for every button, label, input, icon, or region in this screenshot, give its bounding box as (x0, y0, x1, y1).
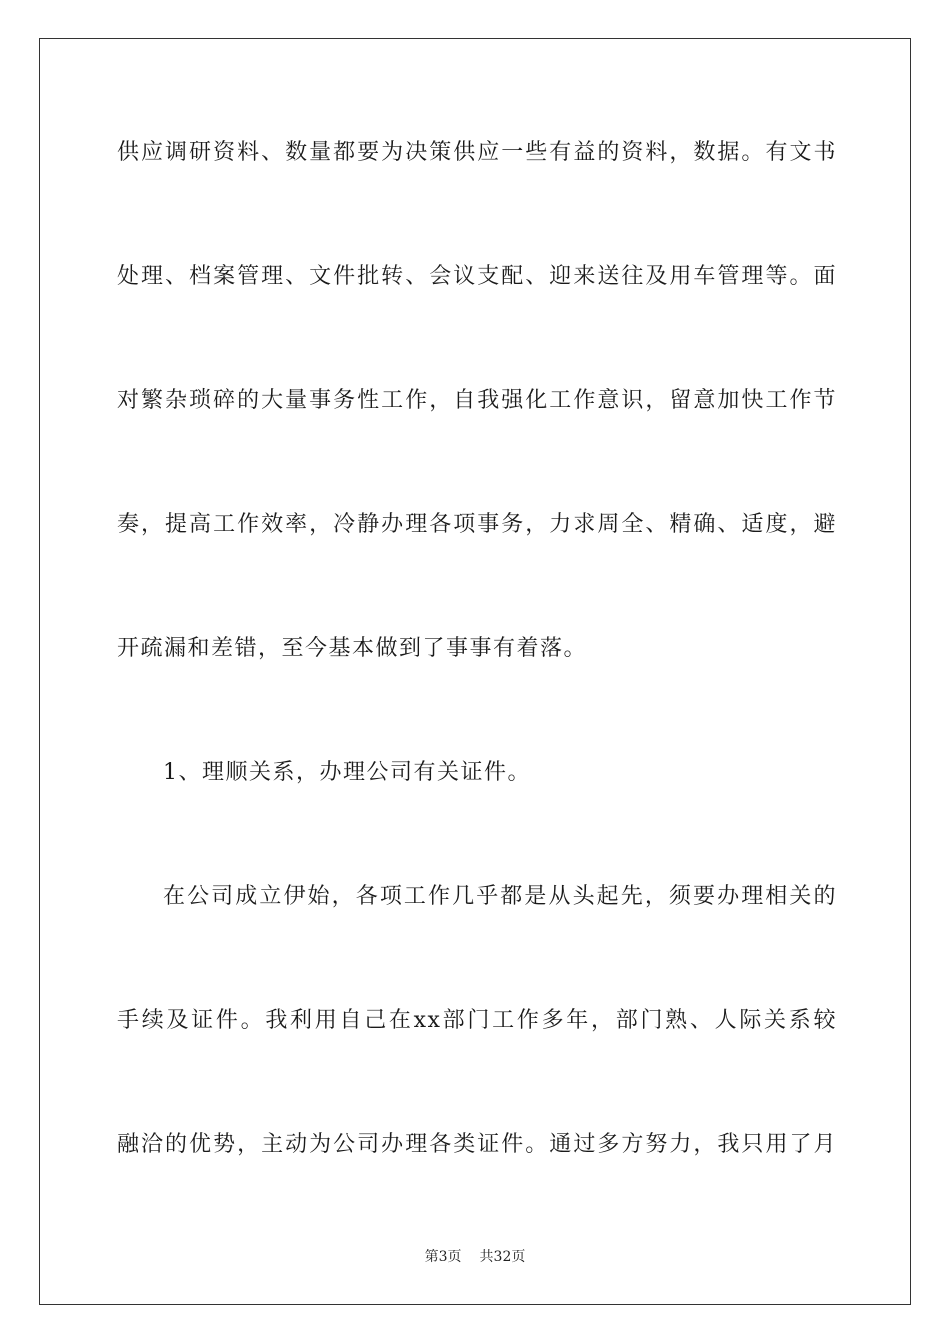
page-number: 第3页 (424, 1249, 462, 1265)
section-heading: 1、理顺关系，办理公司有关证件。 (163, 760, 531, 785)
total-pages: 共32页 (479, 1249, 526, 1265)
paragraph-line-5: 开疏漏和差错，至今基本做到了事事有着落。 (117, 636, 588, 661)
paragraph-line-2: 处理、档案管理、文件批转、会议支配、迎来送往及用车管理等。面 (117, 264, 837, 289)
paragraph-line-4: 奏，提高工作效率，冷静办理各项事务，力求周全、精确、适度，避 (117, 512, 837, 537)
paragraph-line-3: 对繁杂琐碎的大量事务性工作，自我强化工作意识，留意加快工作节 (117, 388, 837, 413)
paragraph-line-1: 供应调研资料、数量都要为决策供应一些有益的资料，数据。有文书 (117, 140, 837, 165)
page-border (39, 38, 911, 1305)
paragraph-line-8: 融洽的优势，主动为公司办理各类证件。通过多方努力，我只用了月 (117, 1132, 837, 1157)
page-footer (0, 1247, 950, 1267)
paragraph-line-6: 在公司成立伊始，各项工作几乎都是从头起先，须要办理相关的 (163, 884, 837, 909)
paragraph-line-7: 手续及证件。我利用自己在xx部门工作多年，部门熟、人际关系较 (117, 1008, 837, 1033)
